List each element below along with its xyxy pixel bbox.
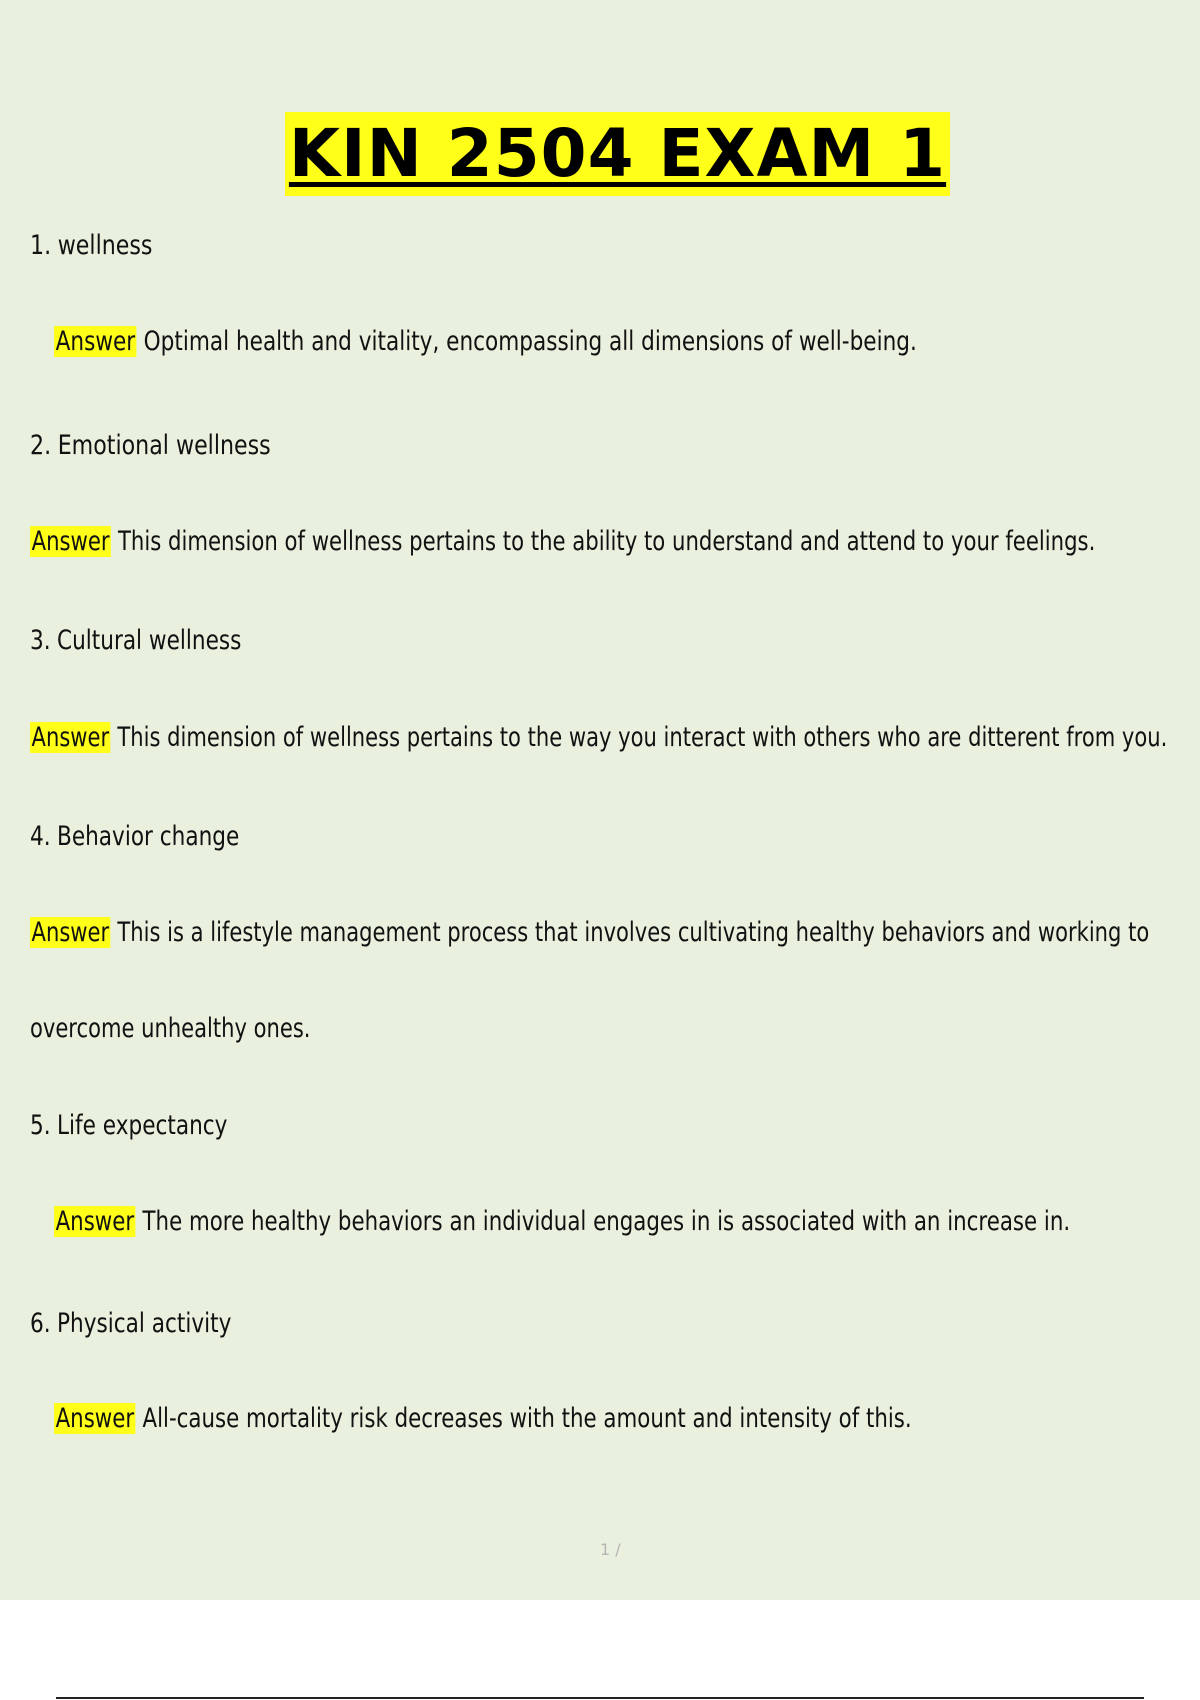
title-container — [0, 112, 1200, 196]
answer-4-continuation — [30, 1011, 311, 1047]
answer-text: Optimal health and vitality, encompassing all dimensions of well-being. — [143, 326, 917, 357]
answer-4 — [30, 915, 1149, 951]
question-term: Emotional wellness — [57, 430, 271, 461]
question-number: 2. — [30, 430, 52, 461]
question-1 — [30, 228, 152, 264]
question-term: Behavior change — [57, 821, 240, 852]
question-number: 1. — [30, 230, 52, 261]
answer-label: Answer — [55, 1206, 135, 1237]
question-2 — [30, 428, 271, 464]
question-term: Physical activity — [57, 1308, 232, 1339]
answer-text: This dimension of wellness pertains to the way you interact with others who are ditterent from you. — [117, 722, 1168, 753]
answer-5 — [54, 1204, 1070, 1240]
question-number: 5. — [30, 1110, 51, 1141]
answer-6 — [54, 1401, 912, 1437]
question-5 — [30, 1108, 227, 1144]
question-6 — [30, 1306, 231, 1342]
answer-label: Answer — [55, 1403, 135, 1434]
exam-title: KIN 2504 EXAM 1 — [285, 112, 950, 196]
answer-2 — [30, 524, 1095, 560]
answer-1 — [54, 324, 917, 360]
answer-text: This dimension of wellness pertains to the ability to understand and attend to your feelings. — [117, 526, 1096, 557]
question-term: Cultural wellness — [57, 625, 242, 656]
answer-text: All-cause mortality risk decreases with the amount and intensity of this. — [142, 1403, 912, 1434]
answer-label: Answer — [31, 722, 110, 753]
answer-text: This is a lifestyle management process that involves cultivating healthy behaviors and working to — [117, 917, 1150, 948]
bottom-divider — [56, 1697, 1144, 1699]
answer-label: Answer — [55, 326, 136, 357]
question-term: Life expectancy — [57, 1110, 228, 1141]
answer-text: overcome unhealthy ones. — [30, 1013, 311, 1044]
answer-3 — [30, 720, 1167, 756]
question-4 — [30, 819, 239, 855]
question-number: 3. — [30, 625, 51, 656]
answer-label: Answer — [31, 917, 110, 948]
answer-label: Answer — [31, 526, 110, 557]
page-number: 1 / — [600, 1540, 621, 1559]
question-term: wellness — [57, 230, 153, 261]
question-number: 6. — [30, 1308, 51, 1339]
answer-text: The more healthy behaviors an individual engages in is associated with an increase in. — [142, 1206, 1071, 1237]
question-number: 4. — [30, 821, 51, 852]
question-3 — [30, 623, 241, 659]
